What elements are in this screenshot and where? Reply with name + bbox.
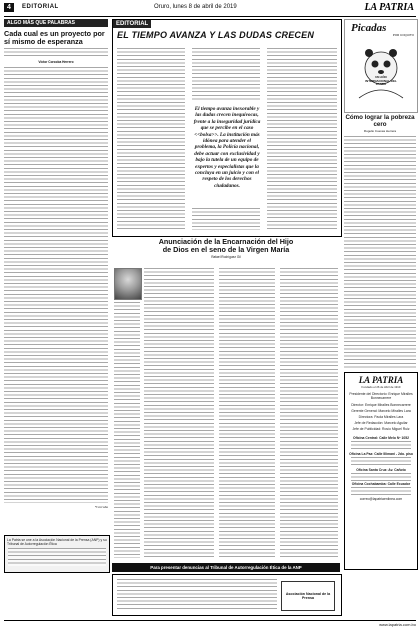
cartoon-title: Picadas xyxy=(351,22,387,34)
masthead-role-0: Presidente del Directorio: Enrique Miralles Bonnecarrere xyxy=(349,392,413,401)
feature-author: Rafael Rodríguez Gil xyxy=(211,255,241,259)
left-column-signature: *Corcoba xyxy=(94,505,108,509)
right-article-body xyxy=(344,136,416,370)
masthead-office-2: Oficina Santa Cruz: Av. Cañoto xyxy=(356,468,406,473)
right-article xyxy=(344,114,416,370)
masthead-box xyxy=(344,372,418,570)
left-column-title: Cada cual es un proyecto por sí mismo de esperanza xyxy=(4,29,105,46)
left-footer-box xyxy=(4,535,110,573)
masthead-role-3: Directora: Paola Miralles Lara xyxy=(358,415,404,420)
feature-title-1: Anunciación de la Encarnación del Hijo xyxy=(158,237,294,246)
feature-col-3 xyxy=(280,268,338,558)
section-label: EDITORIAL xyxy=(22,4,59,10)
header-brand: LA PATRIA xyxy=(364,2,414,13)
left-column-body xyxy=(4,67,108,503)
editorial-col-2-top xyxy=(192,48,260,100)
masthead-role-4: Jefe de Redacción: Marcelo Aguilar xyxy=(354,421,408,426)
editorial-box xyxy=(112,19,342,237)
page-number: 4 xyxy=(4,3,14,12)
editorial-col-1 xyxy=(117,48,185,230)
editorial-title: EL TIEMPO AVANZA Y LAS DUDAS CRECEN xyxy=(117,30,315,40)
anp-logo: Asociación Nacional de la Prensa xyxy=(281,581,335,611)
feature-col-0 xyxy=(114,302,140,558)
feature-col-1 xyxy=(144,268,214,558)
page-header xyxy=(4,2,416,16)
masthead-office-3: Oficina Cochabamba: Calle Ecuador xyxy=(351,482,411,487)
right-article-title: Cómo lograr la pobreza cero xyxy=(345,114,415,128)
bottom-banner: Para presentar denuncias al Tribunal de Autorregulación Ética de la ANP xyxy=(112,563,340,572)
masthead-office-0: Oficina Central: Calle Melo Nº 1052 xyxy=(352,435,410,440)
footer-web[interactable]: www.lapatria.com.bo xyxy=(379,622,416,627)
left-column-tag: ALGO MÁS QUE PALABRAS xyxy=(4,19,108,27)
editorial-pull-quote: El tiempo avanza inexorable y las dudas crecen inequívocas, frente a la inseguridad jurídica que se percibe en el caso <<bolsa>>. La institución más idónea para atender el problema, la Policía nacional, debe actuar con exclusividad y bajo la tutela de un equipo de expertos y especialistas que la concluya en un juicio y con el respeto de los derechos ciudadanos. xyxy=(193,106,261,189)
left-column-author: Víctor Corcoba Herrero xyxy=(38,60,74,64)
masthead-founded: Fundado el 26 de Abril de 1919 xyxy=(361,385,401,389)
editorial-col-2-bottom xyxy=(192,208,260,230)
left-column-intro xyxy=(4,48,108,58)
masthead-email[interactable]: correo@lapatriaenlinea.com xyxy=(359,497,403,502)
masthead-role-2: Gerente General: Marcelo Miralles Lara xyxy=(351,408,411,413)
right-article-author: Rogelio Cuevas Herrera xyxy=(363,129,397,133)
masthead-office-1: Oficina La Paz: Calle Illimani - 2do. piso xyxy=(349,451,413,456)
footer-rule xyxy=(4,620,416,621)
masthead-role-5: Jefe de Publicidad: Rosío Miguel Ruiz xyxy=(352,427,410,432)
feature-photo xyxy=(114,268,142,300)
cartoon-byline: POR COQUITO xyxy=(392,33,414,37)
header-date: Oruro, lunes 8 de abril de 2019 xyxy=(154,4,237,10)
anp-box xyxy=(112,574,342,616)
masthead-name: LA PATRIA xyxy=(358,375,404,385)
editorial-tag: EDITORIAL xyxy=(113,20,151,28)
cartoon-panel xyxy=(344,19,418,113)
cartoon-caption: UN AÑO INTERNACIONAL DEL PANDA xyxy=(365,75,397,87)
editorial-col-3 xyxy=(267,48,337,230)
masthead-role-1: Director: Enrique Miralles Bonnecarrere xyxy=(351,402,411,407)
feature-col-2 xyxy=(219,268,275,558)
left-footer-note: La Patria se une a la Asociación Nacional de la Prensa (ANP) y su Tribunal de Autorregulación Ética xyxy=(7,538,107,547)
cartoon-drawing xyxy=(345,38,417,110)
feature-article xyxy=(112,238,340,259)
header-rule xyxy=(4,16,416,17)
left-column xyxy=(4,19,108,509)
feature-title-2: de Dios en el seno de la Virgen María xyxy=(162,245,290,254)
